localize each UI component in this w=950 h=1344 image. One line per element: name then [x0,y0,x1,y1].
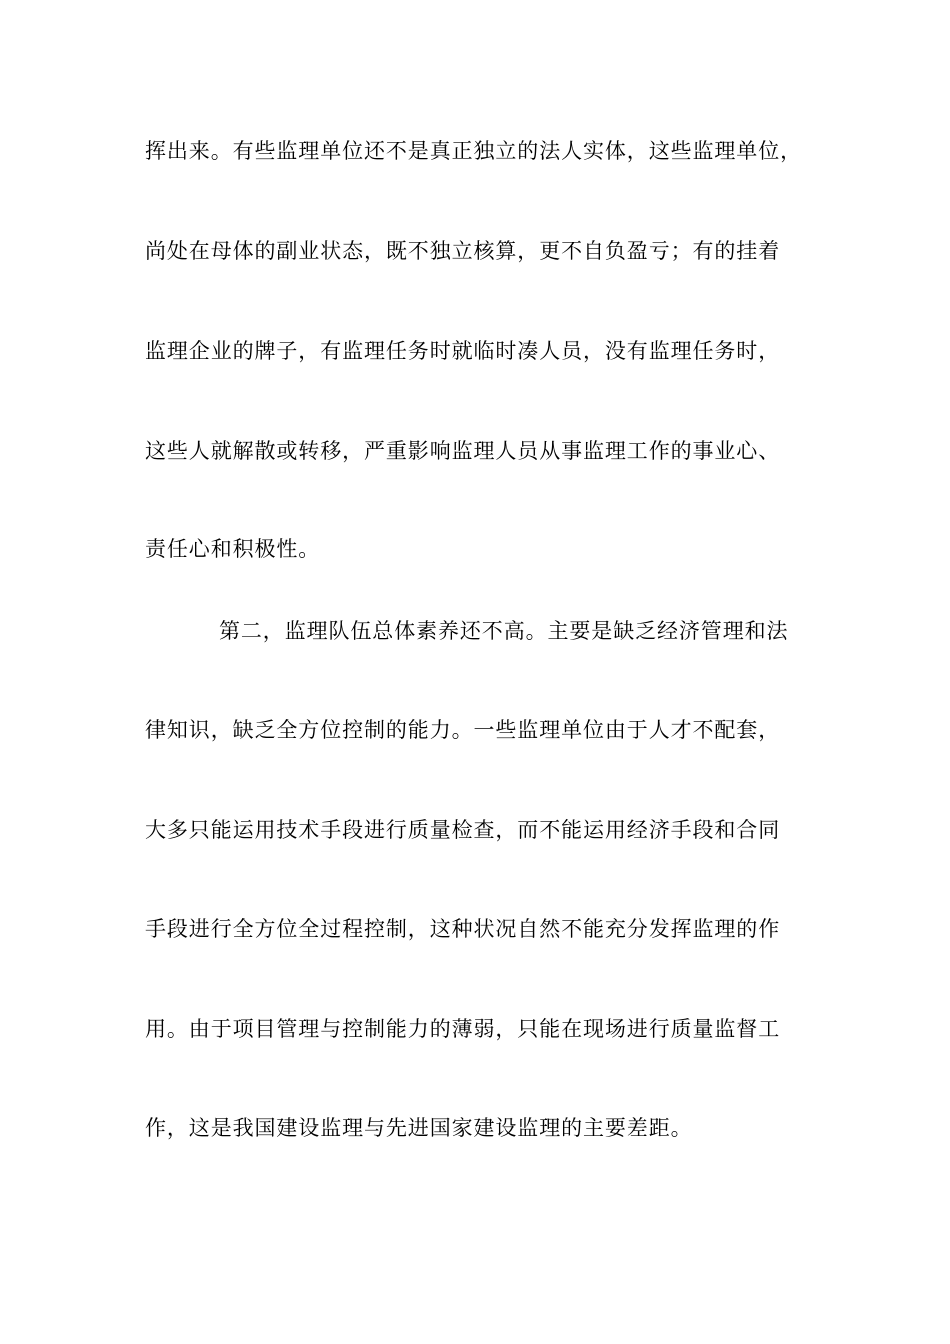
paragraph-line: 这些人就解散或转移，严重影响监理人员从事监理工作的事业心、 [145,439,781,463]
paragraph-line: 大多只能运用技术手段进行质量检查，而不能运用经济手段和合同 [145,818,781,842]
paragraph-line: 律知识，缺乏全方位控制的能力。一些监理单位由于人才不配套， [145,718,781,742]
paragraph-line: 作，这是我国建设监理与先进国家建设监理的主要差距。 [145,1116,693,1140]
paragraph-line: 尚处在母体的副业状态，既不独立核算，更不自负盈亏；有的挂着 [145,239,781,263]
paragraph-line: 挥出来。有些监理单位还不是真正独立的法人实体，这些监理单位， [145,139,802,163]
paragraph-line: 责任心和积极性。 [145,537,321,561]
paragraph-line: 手段进行全方位全过程控制，这种状况自然不能充分发挥监理的作 [145,917,781,941]
paragraph-line: 用。由于项目管理与控制能力的薄弱，只能在现场进行质量监督工 [145,1017,781,1041]
paragraph-first-line: 第二，监理队伍总体素养还不高。主要是缺乏经济管理和法 [219,619,789,643]
paragraph-line: 监理企业的牌子，有监理任务时就临时凑人员，没有监理任务时， [145,339,781,363]
